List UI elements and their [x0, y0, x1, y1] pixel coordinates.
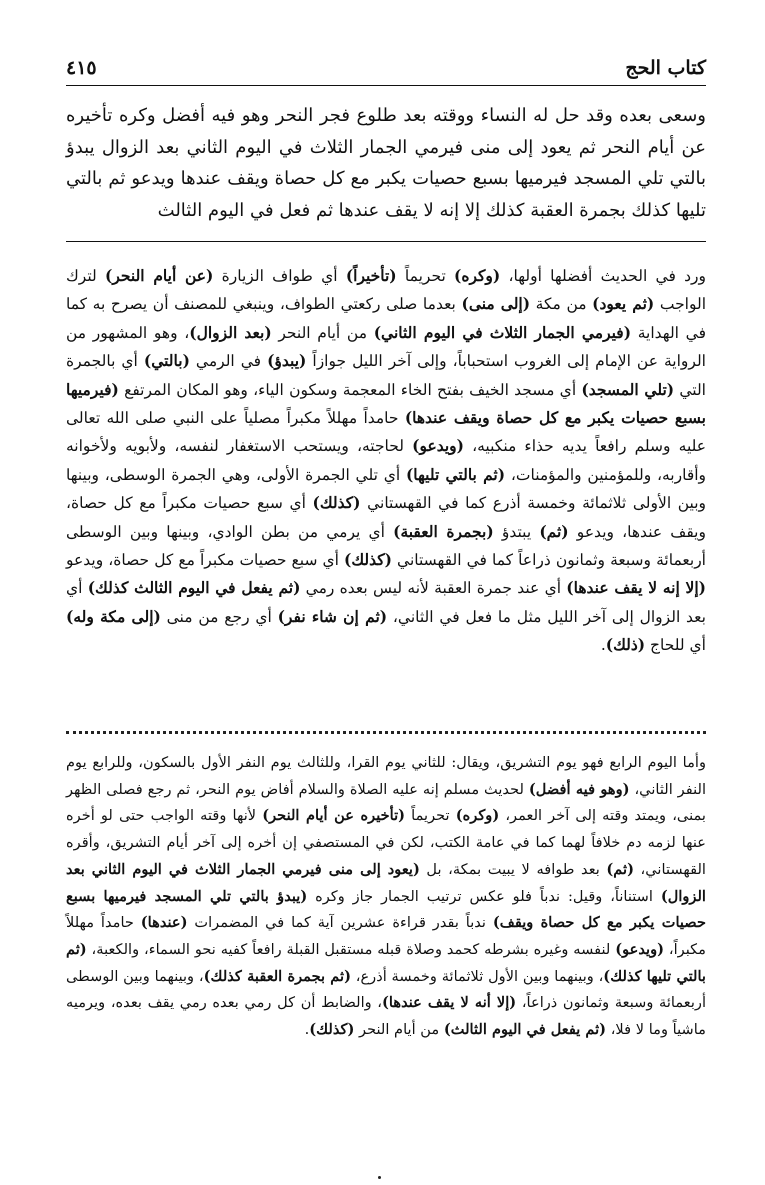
- commentary-first: [66, 262, 706, 660]
- commentary-text: استناناً، وقيل: ندباً فلو عكس ترتيب الجمار جاز وكره: [307, 887, 661, 905]
- quoted-matn-text: (عندها): [140, 914, 188, 932]
- commentary-text: ، وبينهما وبين الوسطى أربعمائة وسبعة وثمانون ذراعاً،: [66, 967, 706, 1012]
- commentary-text: ، وبينهما وبين الأول ثلاثمائة وخمسة أذرع،: [350, 967, 604, 985]
- commentary-second: [66, 750, 706, 1044]
- main-text-run: وسعى بعده وقد حل له النساء ووقته بعد طلوع فجر النحر وهو فيه أفضل وكره تأخيره عن أيام النحر ثم يعود إلى منى فيرمي الجمار الثلاث في اليوم الثاني بعد الزوال يبدؤ بالتي تلي المسجد فيرميها بسبع حصيات يكبر مع كل حصاة ويقف عندها ويدعو ثم بالتي تليها كذلك بجمرة العقبة كذلك إلا إنه لا يقف عندها ثم فعل في اليوم الثالث: [66, 105, 706, 221]
- commentary-text: وأما اليوم الرابع فهو يوم التشريق، ويقال: للثاني يوم القرا، وللثالث يوم النفر الأول بالسكون، وللرابع يوم النفر الثاني،: [66, 754, 707, 798]
- quoted-matn-text: (وكره): [455, 807, 500, 825]
- commentary-text: أي رجع من منى: [160, 607, 278, 626]
- quoted-matn-text: (ثم يعود): [592, 294, 655, 314]
- commentary-text: ندباً بقدر قراءة عشرين آية كما في المضمرات: [187, 914, 493, 932]
- commentary-text: يبتدؤ: [493, 522, 540, 541]
- bottom-ornament-dot: [378, 1176, 381, 1179]
- quoted-matn-text: (كذلك): [344, 550, 392, 570]
- commentary-text: أي طواف الزيارة: [213, 267, 346, 285]
- header-rule: [66, 85, 706, 86]
- quoted-matn-text: (بجمرة العقبة): [393, 521, 494, 541]
- quoted-matn-text: (فيرميها بسبع حصيات يكبر مع كل حصاة ويقف عندها): [66, 379, 706, 428]
- quoted-matn-text: (وهو فيه أفضل): [528, 780, 630, 798]
- quoted-matn-text: (ثم بجمرة العقبة كذلك): [203, 967, 351, 985]
- commentary-text: .: [304, 1021, 310, 1039]
- quoted-matn-text: (إلا إنه لا يقف عندها): [566, 578, 706, 598]
- commentary-text: ، والضابط أن كل رمي بعده رمي يقف بعده، ويرميه ماشياً وما لا فلا،: [66, 994, 706, 1039]
- quoted-matn-text: (ثم إن شاء نفر): [277, 606, 388, 626]
- commentary-text: أي بالجمرة التي: [66, 352, 706, 399]
- commentary-text: بعد طوافه لا يبيت بمكة، بل: [419, 860, 607, 878]
- commentary-text: أي بعد الزوال إلى آخر الليل مثل ما فعل في الثاني،: [66, 579, 706, 626]
- commentary-text: حامداً مهللاً مكبراً مصلياً على النبي صلى الله تعالى عليه وسلم رافعاً يديه حذاء منكبيه،: [66, 409, 706, 456]
- commentary-text: في الرمي: [189, 352, 268, 371]
- quoted-matn-text: (ويدعو): [412, 436, 464, 456]
- commentary-text: ، وهو المشهور من الرواية عن الإمام إلى الغروب استحباباً، وإلى آخر الليل جوازاً: [66, 323, 706, 371]
- commentary-text: من مكة: [530, 295, 593, 314]
- commentary-text: من أيام النحر: [354, 1021, 444, 1039]
- commentary-text: أي يرمي من بطن الوادي، وبينها وبين الوسطى أربعمائة وسبعة وثمانون ذراعاً كما في القهستاني: [66, 522, 706, 570]
- quoted-matn-text: (وكره): [454, 266, 501, 285]
- quoted-matn-text: (بعد الزوال): [189, 322, 272, 342]
- quoted-matn-text: (يبدؤ): [267, 351, 307, 371]
- main-text: [66, 100, 706, 226]
- quoted-matn-text: (ثم يفعل في اليوم الثالث): [443, 1021, 607, 1039]
- quoted-matn-text: (بالتي): [143, 351, 190, 371]
- quoted-matn-text: (تأخيره عن أيام النحر): [262, 807, 406, 825]
- quoted-matn-text: (إلى مكة وله): [66, 606, 161, 626]
- quoted-matn-text: (تلي المسجد): [581, 379, 675, 399]
- main-text-divider: [66, 241, 706, 242]
- commentary-text: تحريماً: [396, 267, 455, 285]
- commentary-text: .: [600, 636, 606, 655]
- commentary-text: من أيام النحر: [271, 323, 374, 342]
- chapter-title: كتاب الحج: [625, 57, 706, 79]
- quoted-matn-text: (كذلك): [309, 1021, 355, 1039]
- commentary-text: تحريماً: [405, 807, 456, 825]
- dotted-divider: [66, 731, 706, 738]
- quoted-matn-text: (إلى منى): [461, 294, 531, 314]
- commentary-text: حامداً مهللاً مكبراً،: [66, 914, 706, 958]
- commentary-text: لنفسه وغيره بشرطه كحمد وصلاة قبله مستقبل القبلة رافعاً كفيه نحو السماء، والكعبة،: [86, 940, 616, 958]
- quoted-matn-text: (كذلك): [312, 493, 361, 513]
- quoted-matn-text: (عن أيام النحر): [105, 266, 214, 285]
- commentary-text: لأنها وقته الواجب حتى لو أخره عنها لزمه دم خلافاً لهما كما في عامة الكتب، لكن في المستصفي إن أخره إلى آخر أيام التشريق، وأقره القهستاني،: [66, 807, 706, 878]
- quoted-matn-text: (ثم بالتي تليها): [405, 464, 506, 484]
- quoted-matn-text: (فيرمي الجمار الثلاث في اليوم الثاني): [373, 322, 632, 342]
- quoted-matn-text: (يبدؤ بالتي تلي المسجد فيرميها بسبع حصيات يكبر مع كل حصاة ويقف): [66, 887, 706, 932]
- commentary-text: لحاجته، ويستحب الاستغفار لنفسه، ولأبويه ولأخوانه وأقاربه، وللمؤمنين والمؤمنات،: [66, 437, 707, 484]
- commentary-text: أي مسجد الخيف بفتح الخاء المعجمة وسكون الياء، وهو المكان المرتفع: [118, 380, 582, 399]
- commentary-text: لترك الواجب: [66, 267, 706, 314]
- quoted-matn-text: (ثم يفعل في اليوم الثالث كذلك): [87, 578, 301, 598]
- commentary-text: أي سبع حصيات مكبراً مع كل حصاة، ويدعو: [66, 551, 345, 570]
- commentary-text: أي سبع حصيات مكبراً مع كل حصاة، ويقف عندها، ويدعو: [66, 494, 706, 541]
- commentary-text: ورد في الحديث أفضلها أولها،: [500, 267, 706, 285]
- page-number: ٤١٥: [66, 57, 97, 79]
- commentary-text: لحديث مسلم إنه عليه الصلاة والسلام أفاض يوم النحر، ثم رجع فصلى الظهر بمنى، ويمتد وقته إلى آخر العمر،: [66, 780, 706, 825]
- quoted-matn-text: (تأخيراً): [345, 266, 397, 285]
- commentary-text: أي عند جمرة العقبة لأنه ليس بعده رمي: [300, 579, 567, 598]
- quoted-matn-text: (ثم بالتي تليها كذلك): [66, 940, 706, 985]
- page-header: [66, 55, 706, 85]
- commentary-text: أي للحاج: [645, 636, 706, 655]
- commentary-text: أي تلي الجمرة الأولى، وهي الجمرة الوسطى، وبينها وبين الأولى ثلاثمائة وخمسة أذرع كما في القهستاني: [66, 465, 706, 513]
- commentary-text: بعدما صلى ركعتي الطواف، وينبغي للمصنف أن يصرح به كما في الهداية: [66, 295, 706, 342]
- quoted-matn-text: (إلا أنه لا يقف عندها): [382, 994, 517, 1012]
- quoted-matn-text: (ذلك): [605, 635, 646, 655]
- quoted-matn-text: (ويدعو): [615, 940, 665, 958]
- quoted-matn-text: (ثم): [606, 860, 634, 878]
- quoted-matn-text: (يعود إلى منى فيرمي الجمار الثلاث في اليوم الثاني بعد الزوال): [66, 860, 706, 905]
- quoted-matn-text: (ثم): [539, 521, 569, 541]
